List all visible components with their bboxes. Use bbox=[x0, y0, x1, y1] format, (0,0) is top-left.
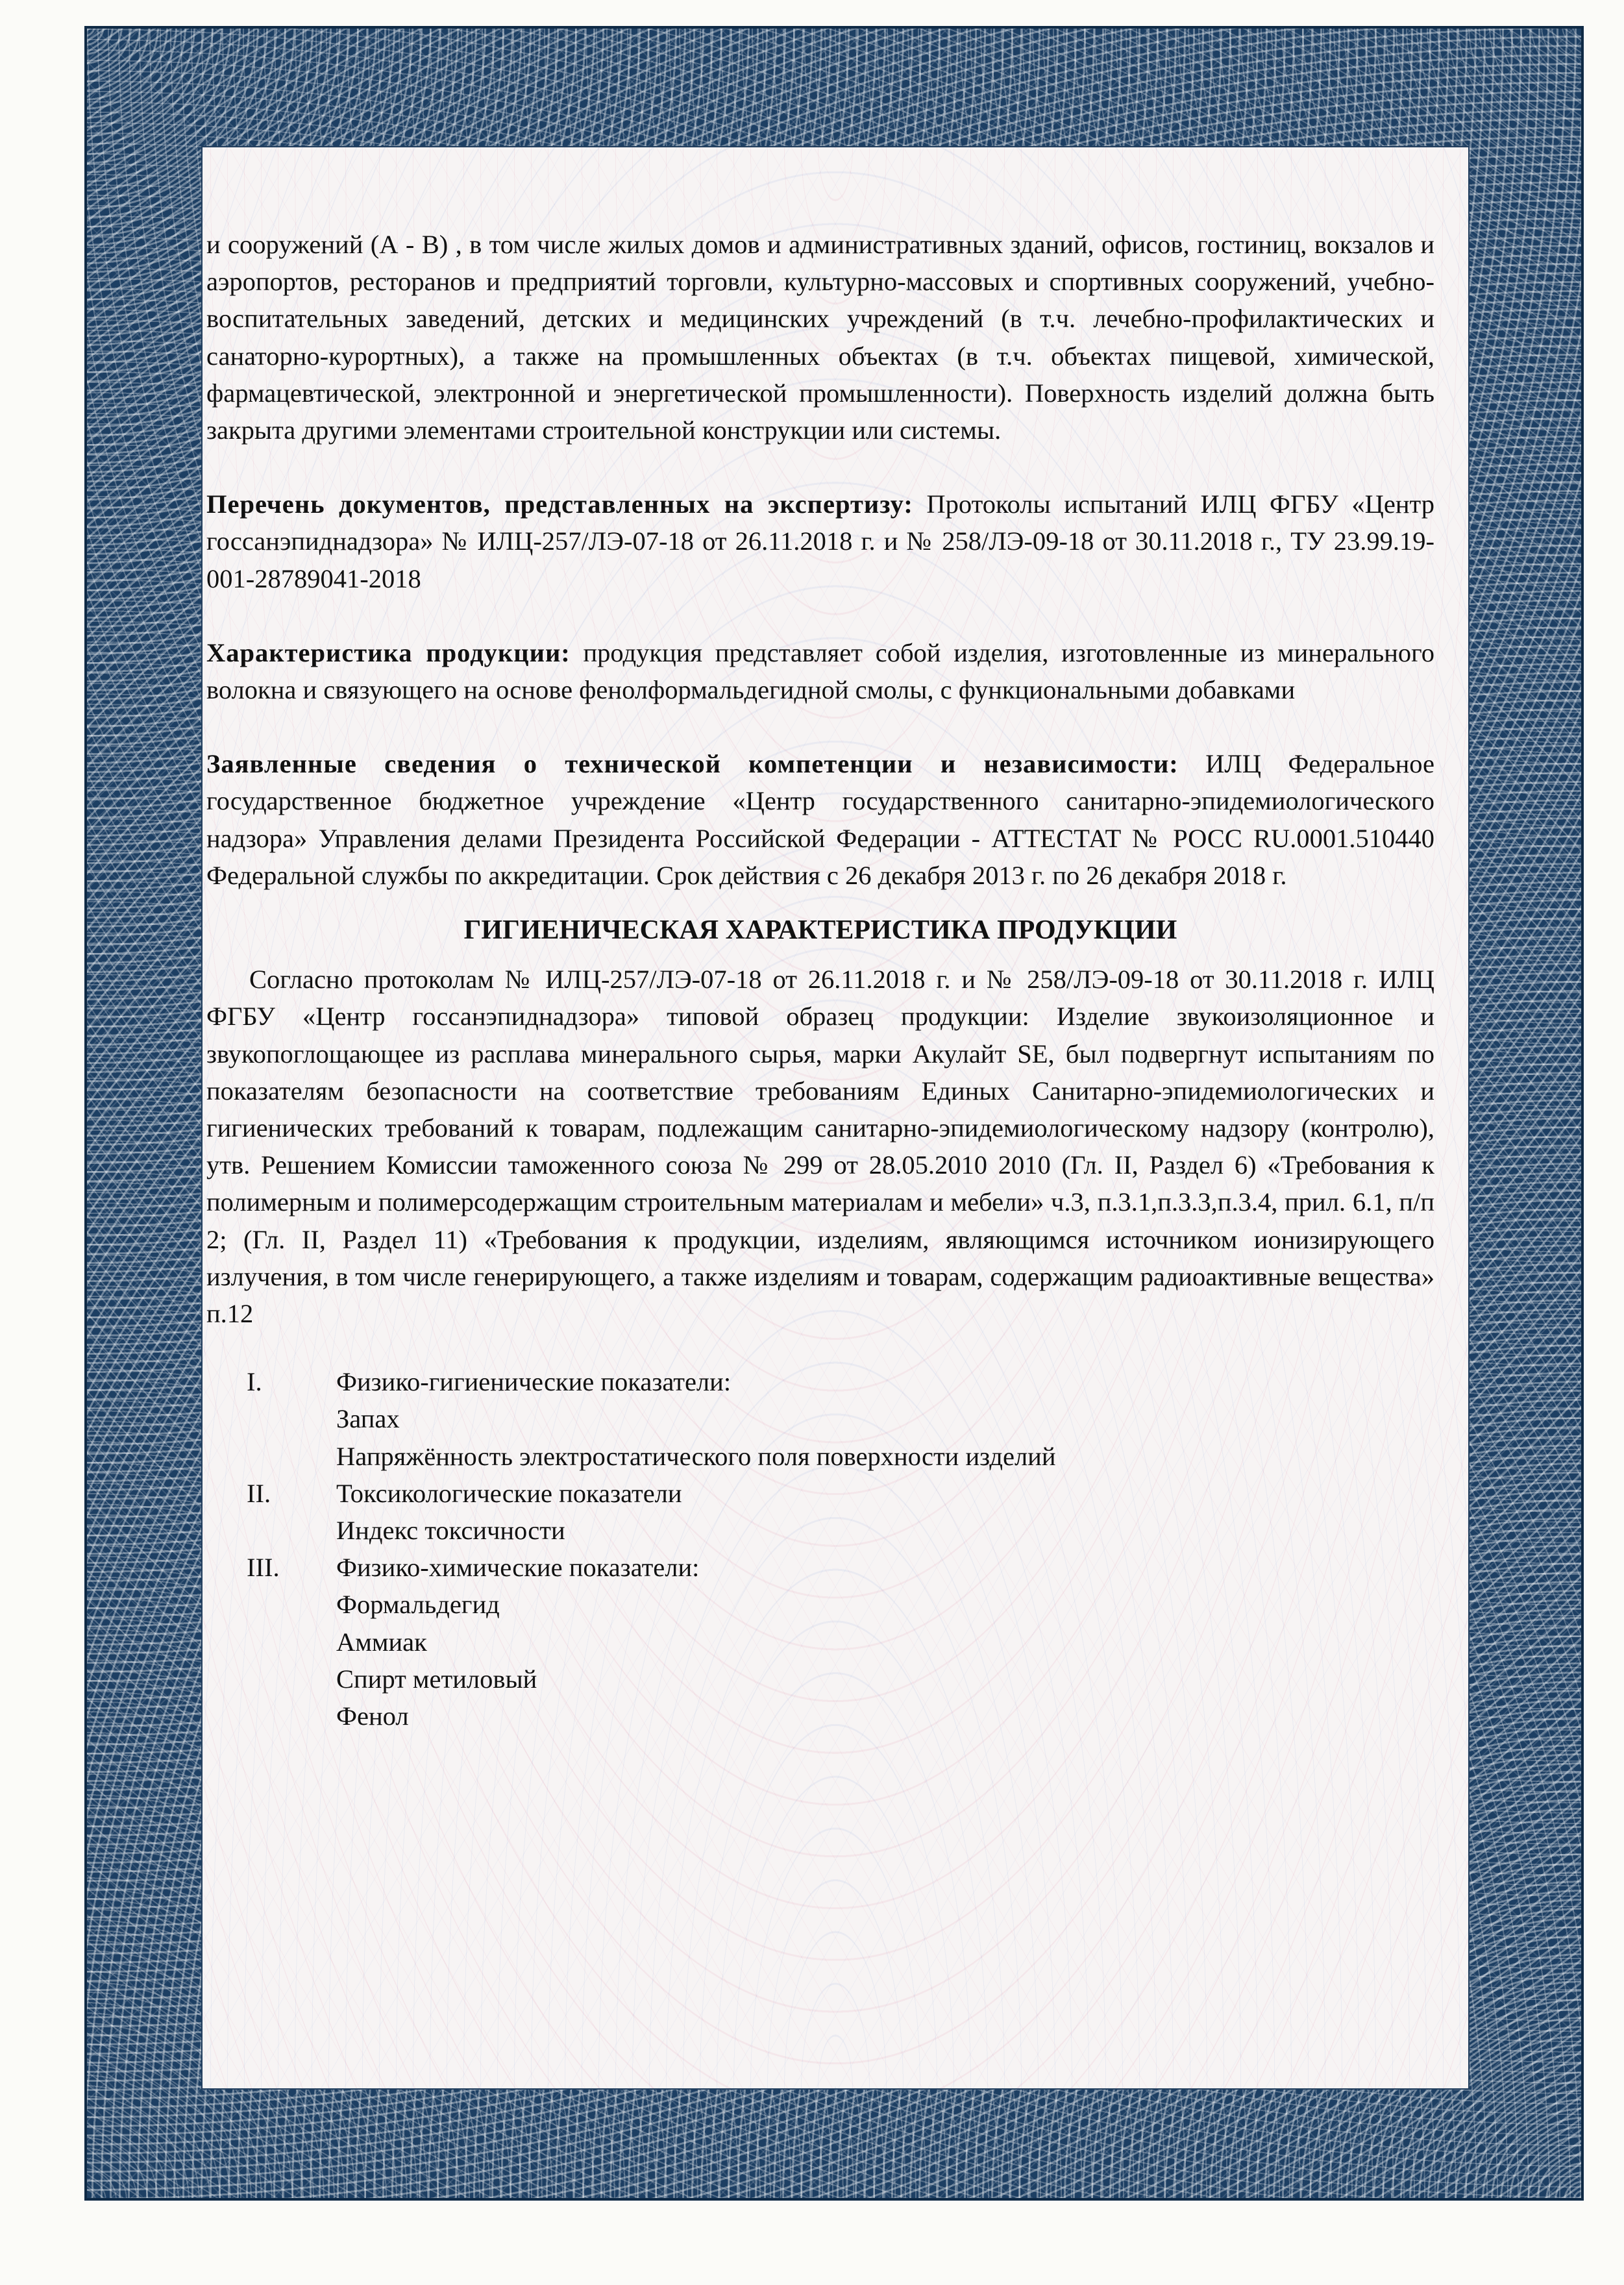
list-text: Индекс токсичности bbox=[336, 1516, 565, 1546]
body-paragraph: Согласно протоколам № ИЛЦ-257/ЛЭ-07-18 от 26.11.2018 г. и № 258/ЛЭ-09-18 от 30.11.2018 г. ИЛЦ ФГБУ «Центр госсанэпиднадзора» типовой образец продукции: Изделие звукоизоляционное и звукопоглощающее из расплава минерального сырья, марки Акулайт SE, был подвергнут испытаниям по показателям безопасности на соответствие требованиям Единых Санитарно-эпидемиологических и гигиенических требований к товарам, подлежащим санитарно-эпидемиологическому надзору (контролю), утв. Решением Комиссии таможенного союза № 299 от 28.05.2010 2010 (Гл. II, Раздел 6) «Требования к полимерным и полимерсодержащим строительным материалам и мебели» ч.3, п.3.1,п.3.3,п.3.4, прил. 6.1, п/п 2; (Гл. II, Раздел 11) «Требования к продукции, изделиям, являющимся источником ионизирующего излучения, в том числе генерирующего, а также изделиям и товарам, содержащим радиоактивные вещества» п.12 bbox=[206, 965, 1434, 1329]
list-number bbox=[206, 1698, 336, 1735]
list-text: Напряжённость электростатического поля поверхности изделий bbox=[336, 1441, 1056, 1471]
list-item bbox=[206, 1438, 1434, 1475]
competence-label: Заявленные сведения о технической компетенции и независимости: bbox=[206, 749, 1179, 779]
list-text: Фенол bbox=[336, 1701, 409, 1731]
product-text: продукция представляет собой изделия, изготовленные из минерального волокна и связующего на основе фенолформальдегидной смолы, с функциональными добавками bbox=[206, 637, 1434, 705]
list-item bbox=[206, 1624, 1434, 1661]
list-number bbox=[206, 1661, 336, 1698]
competence-text: ИЛЦ Федеральное государственное бюджетное учреждение «Центр государственного санитарно-эпидемиологического надзора» Управления делами Президента Российской Федерации - АТТЕСТАТ № РОСС RU.0001.510440 Федеральной службы по аккредитации. Срок действия с 26 декабря 2013 г. по 26 декабря 2018 г. bbox=[206, 749, 1435, 890]
list-item bbox=[206, 1661, 1434, 1698]
documents-label: Перечень документов, представленных на экспертизу: bbox=[206, 489, 913, 519]
list-item bbox=[206, 1475, 1434, 1512]
list-item bbox=[206, 1586, 1434, 1623]
list-text: Физико-гигиенические показатели: bbox=[336, 1367, 732, 1397]
list-number bbox=[206, 1438, 336, 1475]
list-text: Запах bbox=[336, 1404, 400, 1434]
list-number: III. bbox=[247, 1553, 280, 1583]
documents-text: Протоколы испытаний ИЛЦ ФГБУ «Центр госсанэпиднадзора» № ИЛЦ-257/ЛЭ-07-18 от 26.11.2018 г. и № 258/ЛЭ-09-18 от 30.11.2018 г., ТУ 23.99.19-001-28789041-2018 bbox=[206, 489, 1434, 593]
list-item bbox=[206, 1363, 1434, 1400]
list-text: Спирт метиловый bbox=[336, 1664, 537, 1694]
list-number bbox=[206, 1400, 336, 1437]
list-item bbox=[206, 1698, 1434, 1735]
product-paragraph bbox=[206, 634, 1434, 708]
list-number bbox=[206, 1624, 336, 1661]
list-item bbox=[206, 1512, 1434, 1549]
list-number: II. bbox=[247, 1478, 271, 1508]
list-item bbox=[206, 1400, 1434, 1437]
list-text: Токсикологические показатели bbox=[336, 1478, 682, 1508]
document-text bbox=[206, 226, 1434, 1735]
section-heading: ГИГИЕНИЧЕСКАЯ ХАРАКТЕРИСТИКА ПРОДУКЦИИ bbox=[463, 915, 1177, 946]
list-text: Формальдегид bbox=[336, 1590, 500, 1620]
list-number bbox=[206, 1512, 336, 1549]
list-number bbox=[206, 1586, 336, 1623]
list-text: Аммиак bbox=[336, 1627, 427, 1657]
intro-paragraph: и сооружений (А - В) , в том числе жилых домов и административных зданий, офисов, гостиниц, вокзалов и аэропортов, ресторанов и предприятий торговли, культурно-массовых и спортивных сооружений, учебно-воспитательных заведений, детских и медицинских учреждений (в т.ч. лечебно-профилактических и санаторно-курортных), а также на промышленных объектах (в т.ч. объектах пищевой, химической, фармацевтической, электронной и энергетической промышленности). Поверхность изделий должна быть закрыта другими элементами строительной конструкции или системы. bbox=[206, 230, 1434, 445]
list-text: Физико-химические показатели: bbox=[336, 1553, 700, 1583]
product-label: Характеристика продукции: bbox=[206, 637, 571, 667]
documents-paragraph bbox=[206, 486, 1434, 597]
list-number: I. bbox=[247, 1367, 262, 1397]
competence-paragraph bbox=[206, 745, 1434, 894]
list-item bbox=[206, 1549, 1434, 1586]
indicators-list bbox=[206, 1363, 1434, 1735]
